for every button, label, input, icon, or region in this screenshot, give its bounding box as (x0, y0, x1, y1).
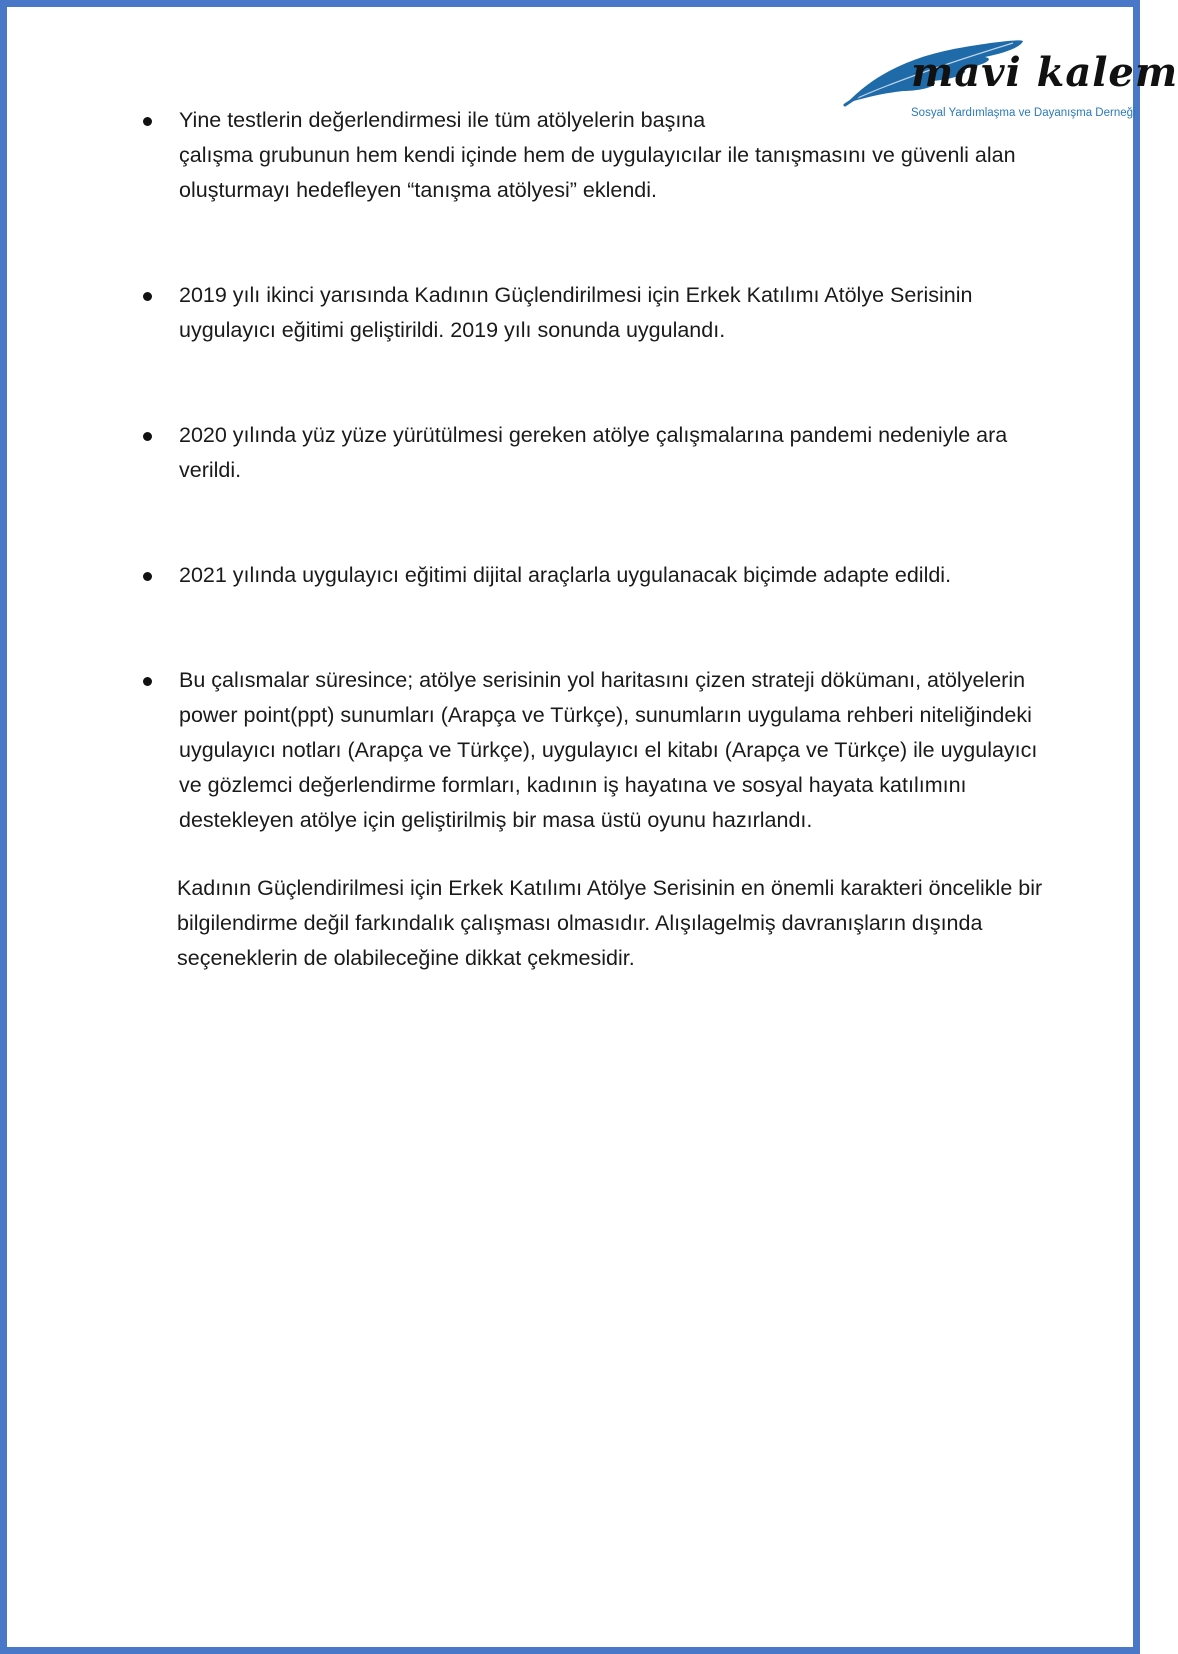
closing-paragraph: Kadının Güçlendirilmesi için Erkek Katılımı Atölye Serisinin en önemli karakteri öncelikle bir bilgilendirme değil farkındalık çalışması olmasıdır. Alışılagelmiş davranışların dışında seçeneklerin de olabileceğine dikkat çekmesidir. (177, 876, 1043, 970)
bullet-icon (143, 572, 152, 581)
list-item (139, 418, 1059, 488)
list-item (139, 558, 1059, 593)
bullet-text: 2020 yılında yüz yüze yürütülmesi gereken atölye çalışmalarına pandemi nedeniyle ara verildi. (179, 423, 1008, 482)
logo-wordmark: mavi kalem (911, 49, 1178, 96)
bullet-icon (143, 117, 152, 126)
bullet-icon (143, 292, 152, 301)
list-item (139, 663, 1059, 838)
bullet-text-line1: Yine testlerin değerlendirmesi ile tüm atölyelerin başına (179, 108, 706, 132)
bullet-icon (143, 432, 152, 441)
logo-tagline: Sosyal Yardımlaşma ve Dayanışma Derneği (911, 107, 1136, 119)
bullet-icon (143, 677, 152, 686)
list-item (139, 278, 1059, 348)
bullet-text: 2021 yılında uygulayıcı eğitimi dijital araçlarla uygulanacak biçimde adapte edildi. (179, 563, 952, 587)
bullet-text: Bu çalısmalar süresince; atölye serisinin yol haritasını çizen strateji dökümanı, atölyelerin power point(ppt) sunumları (Arapça ve Türkçe), sunumların uygulama rehberi niteliğindeki uygulayıcı notları (Arapça ve Türkçe), uygulayıcı el kitabı (Arapça ve Türkçe) ile uygulayıcı ve gözlemci değerlendirme formları, kadının iş hayatına ve sosyal hayata katılımını destekleyen atölye için geliştirilmiş bir masa üstü oyunu hazırlandı. (179, 668, 1038, 832)
list-item (139, 103, 1059, 208)
bullet-text: 2019 yılı ikinci yarısında Kadının Güçlendirilmesi için Erkek Katılımı Atölye Serisinin uygulayıcı eğitimi geliştirildi. 2019 yılı sonunda uygulandı. (179, 283, 973, 342)
bullet-text-rest: çalışma grubunun hem kendi içinde hem de uygulayıcılar ile tanışmasını ve güvenli alan oluşturmayı hedefleyen “tanışma atölyesi” eklendi. (179, 143, 1016, 202)
document-body (139, 103, 1059, 976)
bullet-list (139, 103, 1059, 838)
